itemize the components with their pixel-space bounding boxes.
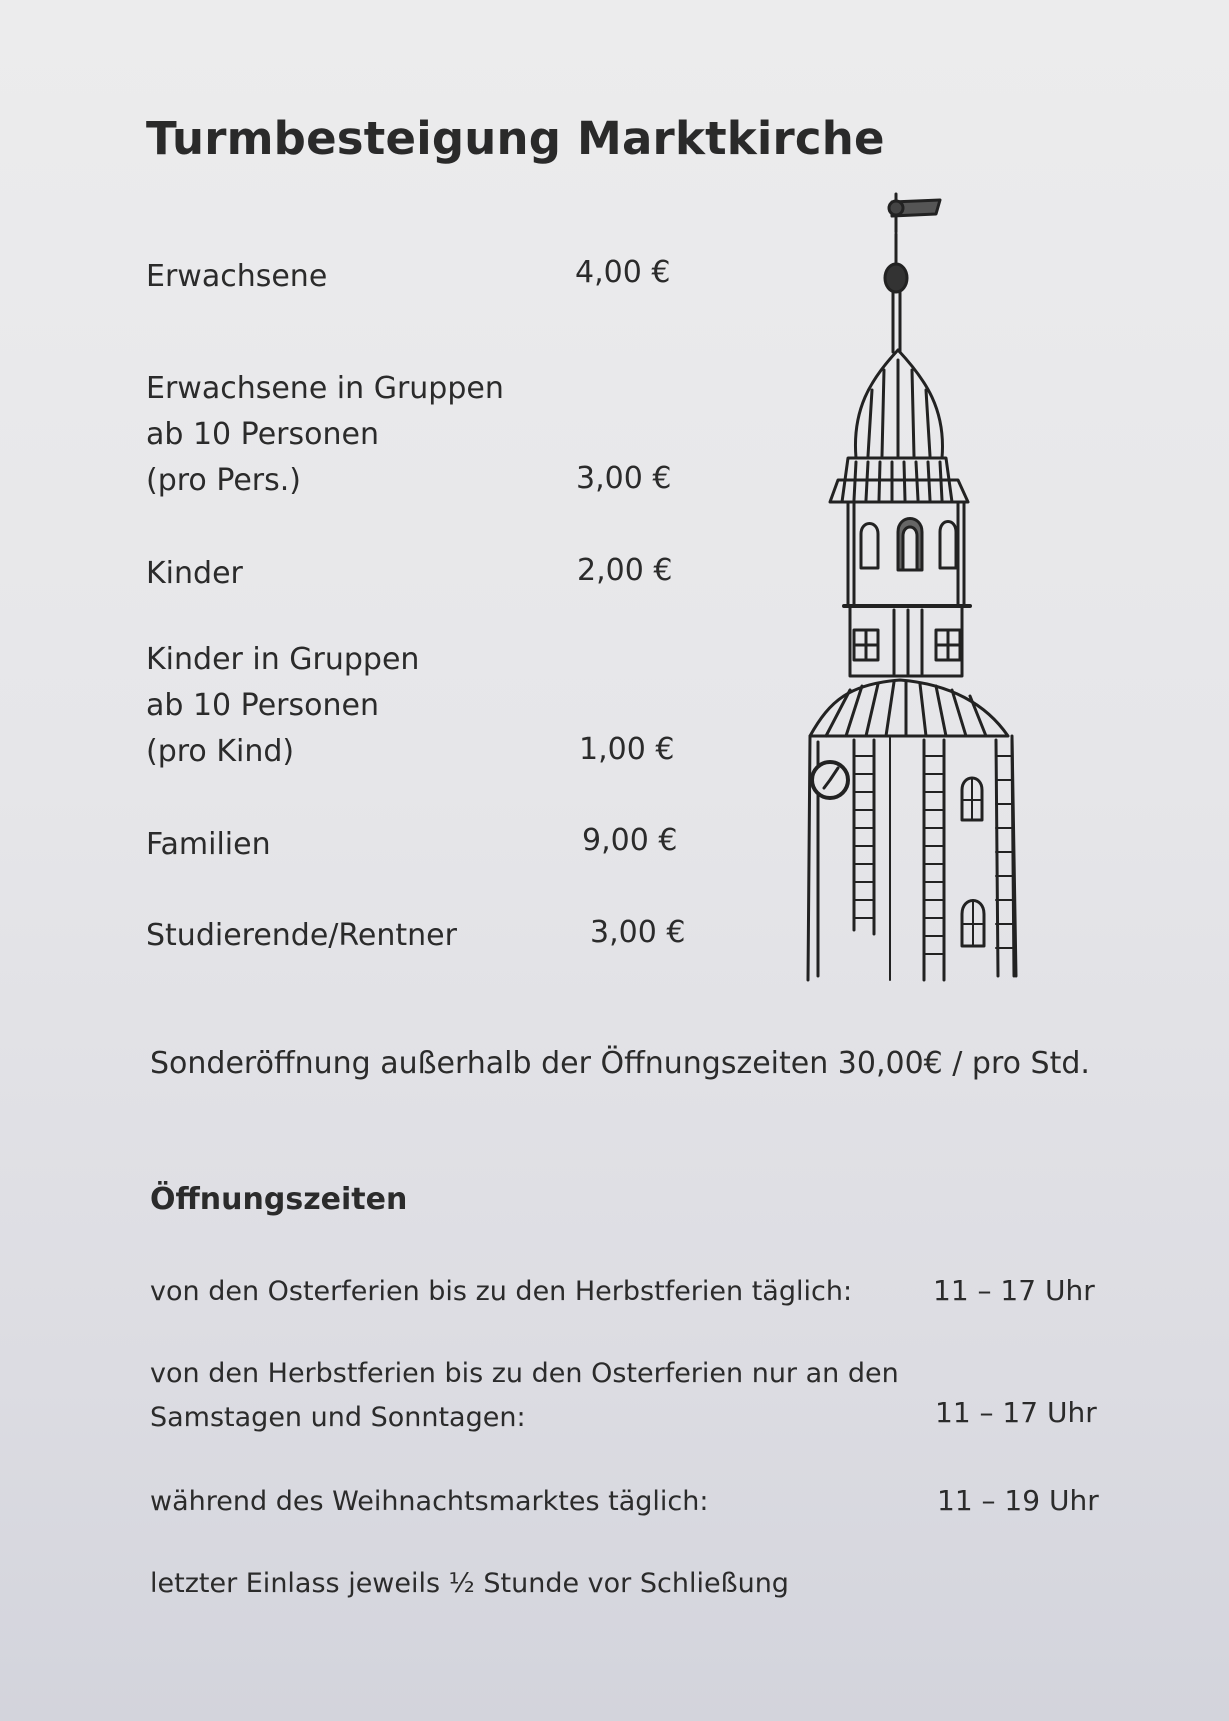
hours-heading: Öffnungszeiten [150,1182,408,1217]
page-title: Turmbesteigung Marktkirche [146,112,885,165]
price-label-children: Kinder [146,556,243,591]
last-entry-note: letzter Einlass jeweils ½ Stunde vor Schließung [150,1568,789,1599]
price-value-child-groups: 1,00 € [579,732,675,767]
church-tower-drawing [790,190,1070,990]
price-label-adults: Erwachsene [146,259,328,294]
hours-row-label: von den Osterferien bis zu den Herbstferien täglich: [150,1276,853,1307]
price-value-children: 2,00 € [577,553,673,588]
hours-row-label: von den Herbstferien bis zu den Osterferien nur an den Samstagen und Sonntagen: [150,1358,899,1433]
price-label-families: Familien [146,827,271,862]
price-label-students-seniors: Studierende/Rentner [146,918,457,953]
price-value-families: 9,00 € [582,823,678,858]
price-value-adults: 4,00 € [575,255,671,290]
hours-row-time: 11 – 17 Uhr [935,1396,1097,1429]
price-label-child-groups: Kinder in Gruppen ab 10 Personen (pro Kind) [146,642,420,769]
hours-row-time: 11 – 17 Uhr [933,1274,1095,1307]
price-value-adult-groups: 3,00 € [576,461,672,496]
price-label-adult-groups: Erwachsene in Gruppen ab 10 Personen (pro Pers.) [146,371,504,498]
hours-row-time: 11 – 19 Uhr [937,1484,1099,1517]
special-opening-text: Sonderöffnung außerhalb der Öffnungszeiten 30,00€ / pro Std. [150,1046,1090,1081]
price-value-students-seniors: 3,00 € [590,915,686,950]
hours-row-label: während des Weihnachtsmarktes täglich: [150,1486,709,1517]
